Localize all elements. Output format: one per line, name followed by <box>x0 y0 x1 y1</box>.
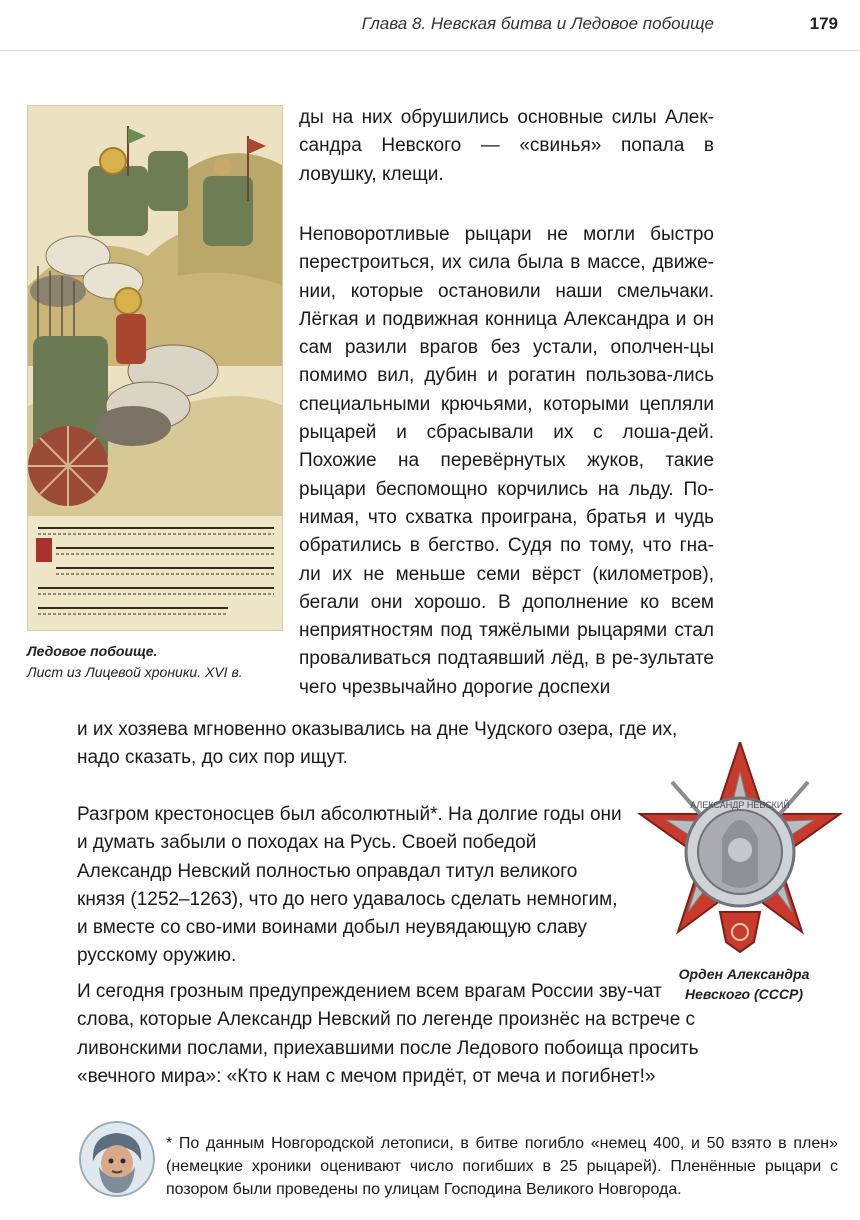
order-caption: Орден Александра Невского (СССР) <box>678 966 810 1002</box>
order-of-alexander-nevsky <box>636 742 844 964</box>
battle-miniature <box>28 106 283 631</box>
bearded-man-icon <box>79 1121 155 1197</box>
order-inscription: АЛЕКСАНДР НЕВСКИЙ <box>690 800 790 810</box>
narrator-avatar <box>79 1121 155 1197</box>
paragraph-quote: И сегодня грозным предупреждением всем врагам России зву-чат слова, которые Александр Невский по легенде произнёс на встрече с ливонскими послами, приехавшими после Ледового побоища просить «вечного мира»: «Кто к нам с мечом придёт, от меча и погибнет!» <box>77 981 699 1087</box>
caption-title: Ледовое побоище. <box>27 643 158 659</box>
header-rule <box>0 50 860 51</box>
page-number: 179 <box>809 14 838 33</box>
footnote: * По данным Новгородской летописи, в битве погибло «немец 400, и 50 взято в плен» (немецкие хроники оценивают число погибших в 25 рыцарей). Пленённые рыцари с позором были проведены по улицам Господина Великого Новгорода. <box>166 1135 838 1198</box>
caption-text: Лист из Лицевой хроники. XVI в. <box>27 664 243 680</box>
paragraph-pincer: ды на них обрушились основные силы Алек-сандра Невского — «свинья» попала в ловушку, клещи. <box>299 107 714 185</box>
paragraph-continuation: и их хозяева мгновенно оказывались на дне Чудского озера, где их, надо сказать, до сих пор ищут. <box>77 719 678 769</box>
paragraph-rout: Разгром крестоносцев был абсолютный*. На долгие годы они и думать забыли о походах на Русь. Своей победой Александр Невский полностью оправдал титул великого князя (1252–1263), что до него удавалось сделать немногим, и вместе со сво-ими воинами добыл неувядающую славу русскому оружию. <box>77 804 622 967</box>
chapter-title: Глава 8. Невская битва и Ледовое побоище <box>361 14 714 33</box>
chronicle-illustration <box>27 105 283 631</box>
order-image <box>636 742 844 964</box>
paragraph-knights: Неповоротливые рыцари не могли быстро перестроиться, их сила была в массе, движе-нии, которые остановили наши смельчаки. Лёгкая и подвижная конница Александра и он сам разили врагов без устали, ополчен-цы помимо вил, дубин и рогатин пользова-лись специальными крючьями, которыми цепляли рыцарей и сбрасывали их с лоша-дей. Похожие на перевёрнутых жуков, такие рыцари беспомощно корчились на льду. По-нимая, что схватка проиграна, братья и чудь обратились в бегство. Судя по тому, что гна-ли их не меньше семи вёрст (километров), бегали они хорошо. В дополнение ко всем неприятностям под тяжёлыми рыцарями стал проваливаться подтаявший лёд, в ре-зультате чего чрезвычайно дорогие доспехи <box>299 224 714 698</box>
figure-caption <box>27 641 287 683</box>
